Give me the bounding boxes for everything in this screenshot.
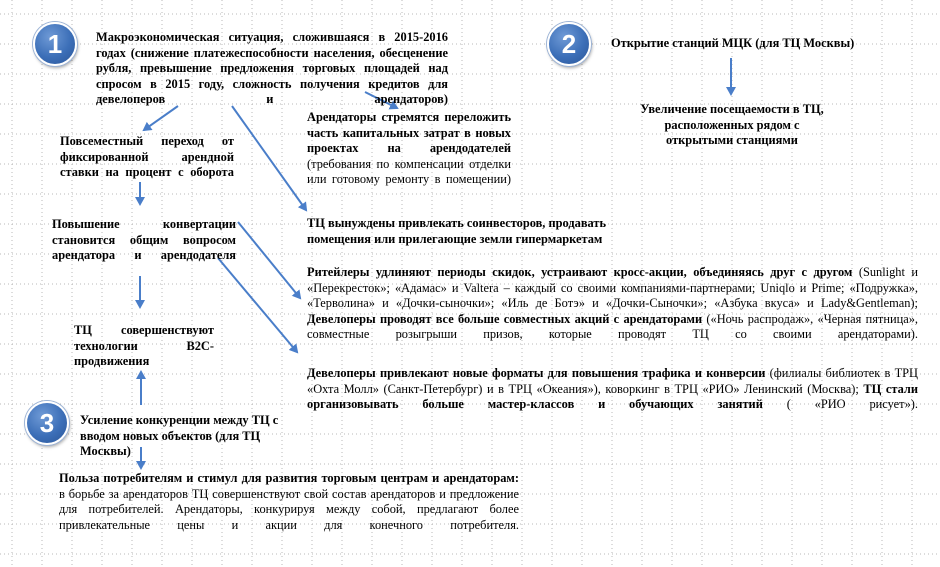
- b2c-promotion: ТЦ совершенствуют технологии B2C-продвижения: [74, 323, 214, 369]
- tenants-capital-costs: [307, 110, 511, 188]
- competition-increase: Усиление конкуренции между ТЦ с вводом новых объектов (для ТЦ Москвы): [80, 413, 279, 459]
- new-formats-bold-2: ТЦ стали организовывать больше мастер-классов и обучающих занятий: [307, 381, 918, 412]
- retailers-normal-1: (Sunlight и «Перекресток»; «Адамас» и Valtera – каждый со своими компаниями-партнерами; Uniqlo и Prime; «Подружка», «Терволина» и «Дочки-сыночки»; «Иль де Ботэ» и «Дочки-Сыночки»; «Азбука вкуса» и Lady&Gentleman);: [307, 265, 918, 311]
- benefit-block: [59, 471, 519, 533]
- arrow-conversion-to-newformats: [218, 258, 297, 352]
- new-formats-normal-1: (филиалы библиотек в ТРЦ «Охта Молл» (Санкт-Петербург) и в ТРЦ «Океания»), коворкинг в ТРЦ «РИО» Ленинский (Москва);: [307, 366, 918, 396]
- badge-1: 1: [33, 22, 77, 66]
- macro-situation: Макроэкономическая ситуация, сложившаяся в 2015-2016 годах (снижение платежеспособности населения, обесценение рубля, превышение предложения торговых площадей над спросом в 2015 году, сложность получения кредитов для девелоперов и арендаторов): [96, 30, 448, 107]
- attendance-increase: Увеличение посещаемости в ТЦ, расположенных рядом с открытыми станциями: [640, 102, 824, 148]
- retailers-bold-2: Девелоперы проводят все больше совместных акций с арендаторами: [307, 311, 703, 326]
- arrow-macro-to-shift: [144, 106, 178, 130]
- arrow-conversion-to-retailers: [238, 222, 300, 298]
- shift-to-turnover-rate: Повсеместный переход от фиксированной арендной ставки на процент с оборота: [60, 134, 234, 180]
- mck-station-opening: Открытие станций МЦК (для ТЦ Москвы): [611, 36, 855, 50]
- arrow-macro-to-coinvestors: [232, 106, 306, 210]
- new-formats-block: [307, 366, 918, 413]
- coinvestors-block: ТЦ вынуждены привлекать соинвесторов, продавать помещения или прилегающие земли гипермаркетам: [307, 216, 607, 246]
- new-formats-normal-2: ( «РИО рисует»).: [786, 397, 918, 412]
- badge-3: 3: [25, 401, 69, 445]
- conversion-common-issue: Повышение конвертации становится общим вопросом арендатора и арендодателя: [52, 217, 236, 263]
- retailers-block: [307, 265, 918, 343]
- tenants-costs-normal: (требования по компенсации отделки или готовому ремонту в помещении): [307, 156, 511, 187]
- retailers-bold-1: Ритейлеры удлиняют периоды скидок, устраивают кросс-акции, объединяясь друг с другом: [307, 265, 853, 279]
- tenants-costs-bold: Арендаторы стремятся переложить часть капитальных затрат в новых проектах на арендодателей: [307, 110, 511, 156]
- new-formats-bold-1: Девелоперы привлекают новые форматы для повышения трафика и конверсии: [307, 366, 766, 380]
- badge-2: 2: [547, 22, 591, 66]
- benefit-bold: Польза потребителям и стимул для развития торговым центрам и арендаторам:: [59, 471, 519, 485]
- benefit-normal: в борьбе за арендаторов ТЦ совершенствуют свой состав арендаторов и предложение для потребителей. Арендаторы, конкурируя между собой, предлагают более привлекательные цены и акции для конечного потребителя.: [59, 486, 519, 532]
- retailers-normal-2: («Ночь распродаж», «Черная пятница», совместные розыгрыши призов, которые проводят ТЦ со своими арендаторами).: [307, 311, 919, 342]
